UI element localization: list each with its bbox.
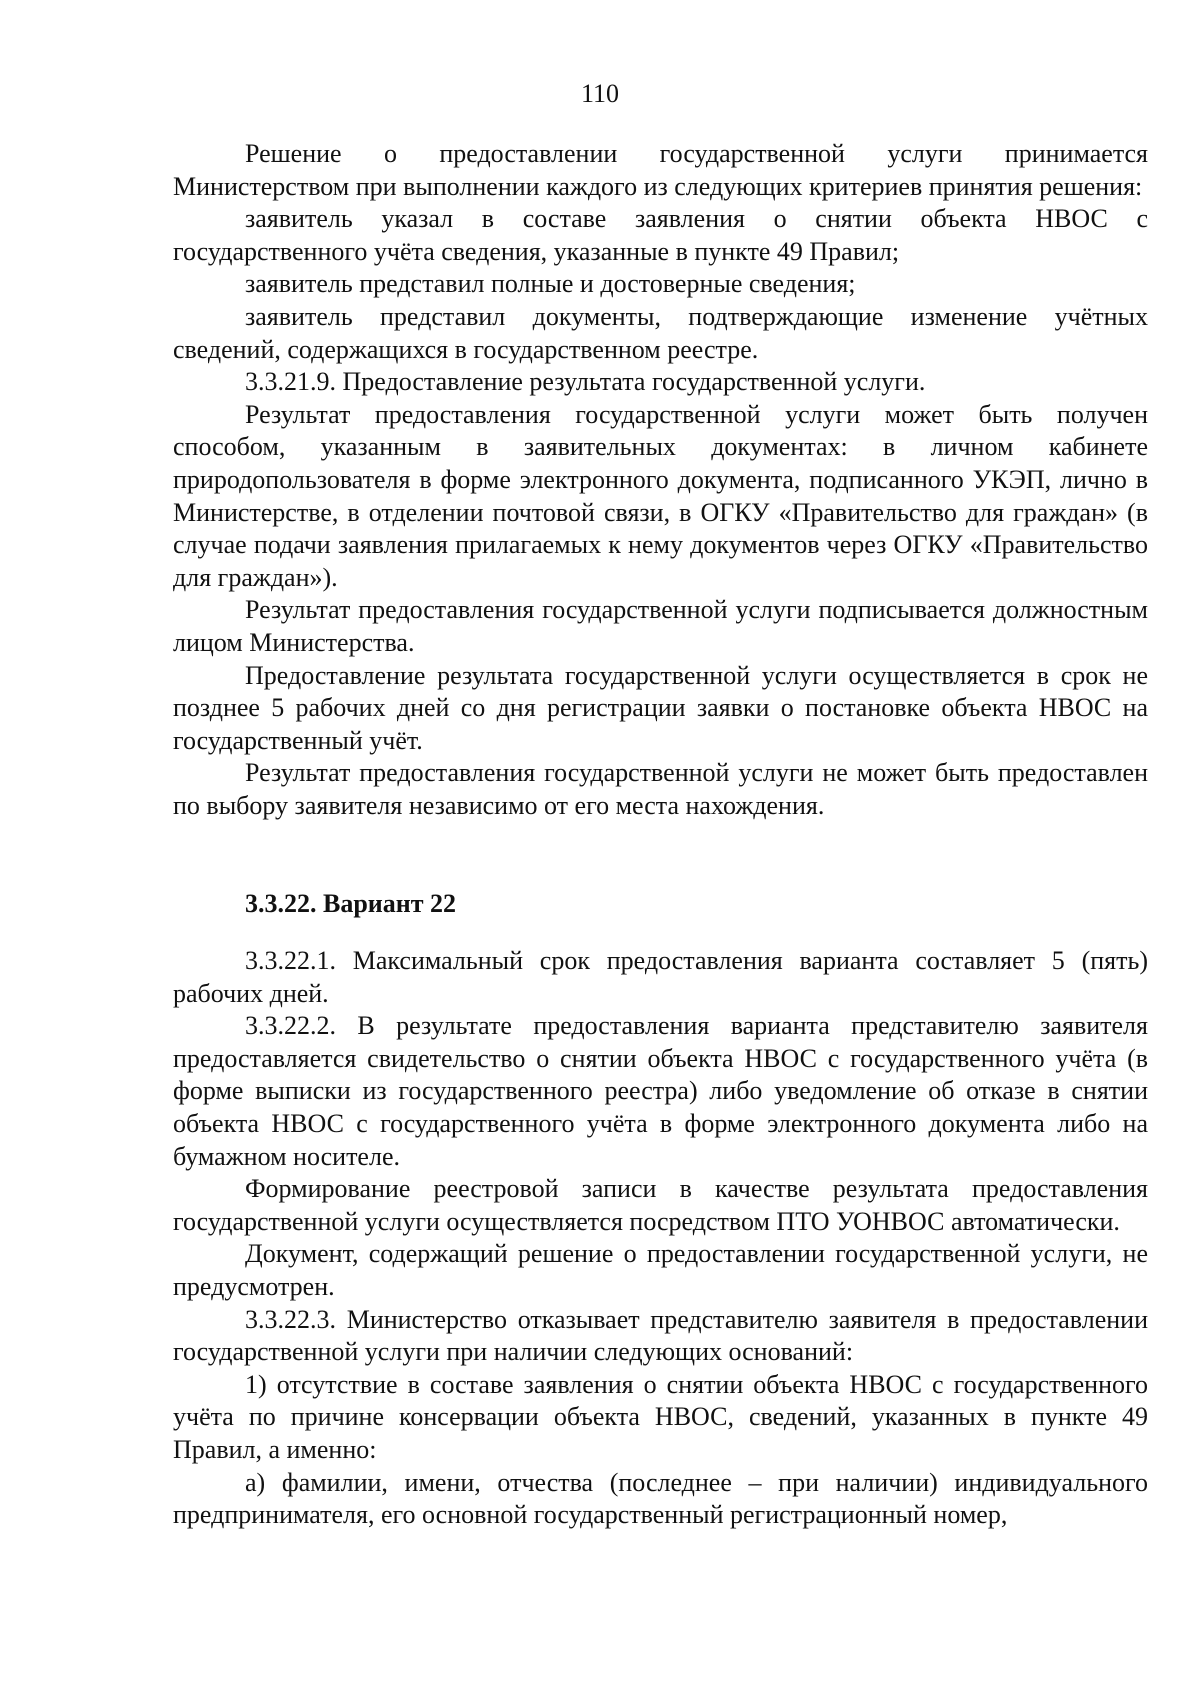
- paragraph-3-3-22-3: 3.3.22.3. Министерство отказывает представителю заявителя в предоставлении государственной услуги при наличии следующих оснований:: [173, 1304, 1148, 1367]
- list-item-a: а) фамилии, имени, отчества (последнее – при наличии) индивидуального предпринимателя, его основной государственный регистрационный номер,: [173, 1467, 1148, 1530]
- paragraph-result-methods: Результат предоставления государственной услуги может быть получен способом, указанным в заявительных документах: в личном кабинете природопользователя в форме электронного документа, подписанного УКЭП, лично в Министерстве, в отделении почтовой связи, в ОГКУ «Правительство для граждан» (в случае подачи заявления прилагаемых к нему документов через ОГКУ «Правительство для граждан»).: [173, 399, 1148, 592]
- paragraph-result-deadline: Предоставление результата государственной услуги осуществляется в срок не позднее 5 рабочих дней со дня регистрации заявки о постановке объекта НВОС на государственный учёт.: [173, 660, 1148, 755]
- paragraph-3-3-22-2: 3.3.22.2. В результате предоставления варианта представителю заявителя предоставляется свидетельство о снятии объекта НВОС с государственного учёта (в форме выписки из государственного реестра) либо уведомление об отказе в снятии объекта НВОС с государственного учёта в форме электронного документа либо на бумажном носителе.: [173, 1011, 1148, 1171]
- paragraph-result-location: Результат предоставления государственной услуги не может быть предоставлен по выбору заявителя независимо от его места нахождения.: [173, 758, 1148, 820]
- page-number: 110: [580, 79, 620, 108]
- paragraph-criterion-2: заявитель представил полные и достоверные сведения;: [245, 269, 856, 299]
- paragraph-criterion-3: заявитель представил документы, подтверждающие изменение учётных сведений, содержащихся в государственном реестре.: [173, 301, 1148, 364]
- list-item-1: 1) отсутствие в составе заявления о снятии объекта НВОС с государственного учёта по причине консервации объекта НВОС, сведений, указанных в пункте 49 Правил, а именно:: [173, 1369, 1148, 1464]
- document-body-top: [173, 138, 1148, 822]
- paragraph-decision-document: Документ, содержащий решение о предоставлении государственной услуги, не предусмотрен.: [173, 1239, 1148, 1301]
- document-body-bottom: [173, 945, 1148, 1532]
- paragraph-criterion-1: заявитель указал в составе заявления о снятии объекта НВОС с государственного учёта сведения, указанные в пункте 49 Правил;: [173, 204, 1148, 266]
- paragraph-decision-criteria: Решение о предоставлении государственной услуги принимается Министерством при выполнении каждого из следующих критериев принятия решения:: [173, 139, 1148, 201]
- paragraph-result-signed: Результат предоставления государственной услуги подписывается должностным лицом Министерства.: [173, 595, 1148, 657]
- paragraph-registry-record: Формирование реестровой записи в качестве результата предоставления государственной услуги осуществляется посредством ПТО УОНВОС автоматически.: [173, 1174, 1148, 1236]
- paragraph-3-3-22-1: 3.3.22.1. Максимальный срок предоставления варианта составляет 5 (пять) рабочих дней.: [173, 946, 1148, 1008]
- section-heading: 3.3.22. Вариант 22: [245, 889, 457, 918]
- paragraph-3-3-21-9: 3.3.21.9. Предоставление результата государственной услуги.: [245, 367, 926, 397]
